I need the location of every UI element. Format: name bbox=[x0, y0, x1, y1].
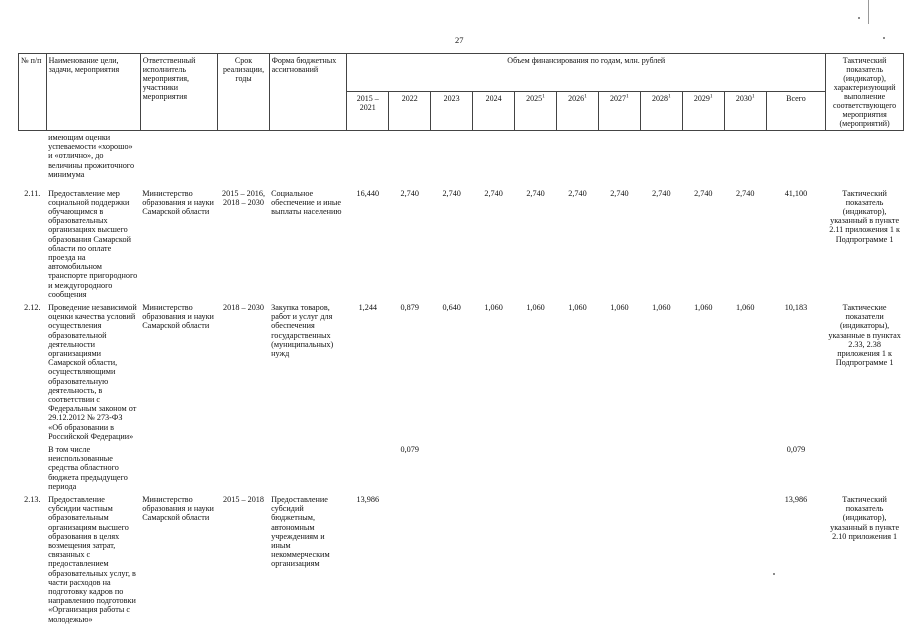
row-value: 1,060 bbox=[736, 302, 755, 312]
row-value: 0,079 bbox=[400, 444, 419, 454]
row-value bbox=[598, 131, 640, 187]
row-value bbox=[557, 443, 599, 493]
row-term: 2015 – 2016, 2018 – 2030 bbox=[222, 188, 266, 207]
scan-speck bbox=[883, 37, 885, 39]
header-year-label: 2025 bbox=[526, 93, 543, 103]
row-value bbox=[724, 131, 766, 187]
row-value: 2,740 bbox=[694, 188, 713, 198]
page-number: 27 bbox=[455, 35, 464, 45]
row-value bbox=[557, 493, 599, 633]
header-num: № п/п bbox=[19, 54, 47, 131]
header-executor: Ответственный исполнитель мероприятия, участники мероприятия bbox=[140, 54, 218, 131]
row-executor bbox=[140, 131, 218, 187]
table-row bbox=[19, 301, 904, 443]
row-value bbox=[473, 493, 515, 633]
table-row bbox=[19, 187, 904, 301]
row-number: 2.12. bbox=[24, 302, 41, 312]
row-value bbox=[389, 493, 431, 633]
row-value: 2,740 bbox=[568, 188, 587, 198]
row-value bbox=[347, 131, 389, 187]
header-year bbox=[515, 91, 557, 130]
row-value: 2,740 bbox=[610, 188, 629, 198]
header-year bbox=[557, 91, 599, 130]
row-form: Социальное обеспечение и иные выплаты населению bbox=[271, 188, 342, 216]
row-name: В том числе неиспользованные средства областного бюджета предыдущего периода bbox=[48, 444, 128, 491]
header-name: Наименование цели, задачи, мероприятия bbox=[46, 54, 140, 131]
row-value bbox=[598, 493, 640, 633]
row-value bbox=[515, 131, 557, 187]
header-indicator: Тактический показатель (индикатор), характеризующий выполнение соответствующего мероприятия (мероприятий) bbox=[826, 54, 904, 131]
row-value: 1,060 bbox=[694, 302, 713, 312]
row-indicator: Тактический показатель (индикатор), указанный в пункте 2.10 приложения 1 bbox=[830, 495, 900, 541]
header-year bbox=[766, 91, 825, 130]
table-body bbox=[19, 131, 904, 634]
header-year bbox=[724, 91, 766, 130]
financing-table bbox=[18, 53, 904, 633]
row-number: 2.11. bbox=[24, 188, 41, 198]
table-row bbox=[19, 131, 904, 187]
header-row bbox=[19, 54, 904, 92]
row-name: имеющим оценки успеваемости «хорошо» и «отлично», до величины прожиточного минимума bbox=[48, 133, 135, 179]
row-executor: Министерство образования и науки Самарской области bbox=[142, 495, 214, 523]
row-indicator bbox=[826, 443, 904, 493]
header-year-label: 2030 bbox=[735, 93, 752, 103]
header-year-label: 2015 – 2021 bbox=[356, 93, 379, 112]
row-value bbox=[515, 493, 557, 633]
row-value bbox=[640, 493, 682, 633]
row-executor: Министерство образования и науки Самарской области bbox=[142, 302, 214, 331]
row-value: 1,060 bbox=[568, 302, 587, 312]
header-term: Срок реализации, годы bbox=[218, 54, 269, 131]
row-value: 10,183 bbox=[784, 302, 808, 312]
row-value: 2,740 bbox=[526, 188, 545, 198]
row-term bbox=[218, 443, 269, 493]
header-year-label: 2028 bbox=[651, 93, 668, 103]
header-year-label: 2027 bbox=[610, 93, 627, 103]
row-value: 2,740 bbox=[736, 188, 755, 198]
row-value bbox=[598, 443, 640, 493]
row-value: 1,244 bbox=[358, 302, 377, 312]
row-value: 2,740 bbox=[400, 188, 419, 198]
header-year-label: 2029 bbox=[693, 93, 710, 103]
row-term: 2015 – 2018 bbox=[223, 495, 264, 504]
row-value bbox=[724, 493, 766, 633]
row-value: 1,060 bbox=[526, 302, 545, 312]
row-value bbox=[515, 443, 557, 493]
row-indicator bbox=[826, 131, 904, 187]
header-form: Форма бюджетных ассигнований bbox=[269, 54, 347, 131]
header-year-label: Всего bbox=[786, 93, 806, 103]
row-number: 2.13. bbox=[24, 495, 41, 504]
row-value bbox=[473, 443, 515, 493]
row-number bbox=[19, 131, 47, 187]
header-year bbox=[389, 91, 431, 130]
header-year bbox=[682, 91, 724, 130]
row-value bbox=[557, 131, 599, 187]
row-value: 13,986 bbox=[356, 495, 380, 504]
row-value bbox=[473, 131, 515, 187]
footnote-mark: 1 bbox=[751, 93, 755, 100]
row-value bbox=[431, 131, 473, 187]
row-name: Предоставление субсидии частным образовательным организациям высшего образования в целях возмещения затрат, связанных с предоставлением образовательных услуг, в части расходов на подготовку кадров по направлению подготовки «Организация работы с молодежью» bbox=[48, 495, 136, 624]
row-value bbox=[431, 493, 473, 633]
footnote-mark: 1 bbox=[542, 93, 545, 100]
header-funding: Объем финансирования по годам, млн. рублей bbox=[347, 54, 826, 92]
row-term bbox=[218, 131, 269, 187]
row-indicator: Тактические показатели (индикаторы), указанные в пунктах 2.33, 2.38 приложения 1 к Подпрограмме 1 bbox=[828, 302, 901, 368]
row-number bbox=[19, 443, 47, 493]
scan-speck bbox=[858, 17, 860, 19]
row-value bbox=[431, 443, 473, 493]
row-executor: Министерство образования и науки Самарской области bbox=[142, 188, 214, 216]
row-value: 0,640 bbox=[442, 302, 461, 312]
row-form bbox=[269, 443, 347, 493]
header-year bbox=[598, 91, 640, 130]
footnote-mark: 1 bbox=[709, 93, 713, 100]
row-name: Проведение независимой оценки качества условий осуществления образовательной деятельности организациями Самарской области, осуществляющими образовательную деятельность, в соответствии с Федеральным законом от 29.12.2012 № 273-ФЗ «Об образовании в Российской Федерации» bbox=[48, 302, 137, 441]
row-value: 0,079 bbox=[786, 444, 806, 454]
row-value bbox=[682, 443, 724, 493]
header-year-label: 2023 bbox=[443, 93, 460, 103]
header-year bbox=[640, 91, 682, 130]
row-value: 1,060 bbox=[652, 302, 671, 312]
header-year-label: 2026 bbox=[568, 93, 585, 103]
table-row bbox=[19, 443, 904, 493]
footnote-mark: 1 bbox=[626, 93, 629, 100]
row-term: 2018 – 2030 bbox=[223, 302, 264, 312]
financing-table-container bbox=[18, 53, 904, 633]
row-form: Предоставление субсидий бюджетным, автономным учреждениям и иным некоммерческим организациям bbox=[271, 495, 330, 569]
row-value bbox=[724, 443, 766, 493]
table-row bbox=[19, 493, 904, 633]
row-value: 0,879 bbox=[400, 302, 419, 312]
row-value bbox=[766, 131, 825, 187]
row-name: Предоставление мер социальной поддержки обучающимся в образовательных организациях высшего образования Самарской области по оплате проезда на автомобильном транспорте пригородного и междугородного сообщения bbox=[48, 188, 138, 299]
row-value bbox=[389, 131, 431, 187]
header-year bbox=[347, 91, 389, 130]
row-form bbox=[269, 131, 347, 187]
row-value: 2,740 bbox=[442, 188, 461, 198]
row-value: 1,060 bbox=[610, 302, 629, 312]
row-value: 2,740 bbox=[652, 188, 671, 198]
row-value: 1,060 bbox=[484, 302, 503, 312]
footnote-mark: 1 bbox=[584, 93, 587, 100]
header-year-label: 2024 bbox=[485, 93, 502, 103]
row-value: 41,100 bbox=[784, 188, 808, 198]
footnote-mark: 1 bbox=[667, 93, 671, 100]
row-form: Закупка товаров, работ и услуг для обеспечения государственных (муниципальных) нужд bbox=[271, 302, 334, 358]
row-value bbox=[347, 443, 389, 493]
row-value: 2,740 bbox=[484, 188, 503, 198]
row-executor bbox=[140, 443, 218, 493]
header-year bbox=[431, 91, 473, 130]
header-year bbox=[473, 91, 515, 130]
row-value bbox=[682, 131, 724, 187]
row-value bbox=[640, 131, 682, 187]
header-year-label: 2022 bbox=[401, 93, 418, 103]
row-value: 16,440 bbox=[356, 188, 380, 198]
scan-edge-line bbox=[868, 0, 869, 24]
row-value bbox=[640, 443, 682, 493]
row-value: 13,986 bbox=[784, 495, 808, 504]
row-indicator: Тактический показатель (индикатор), указанный в пункте 2.11 приложения 1 к Подпрограмме 1 bbox=[829, 188, 900, 244]
row-value bbox=[682, 493, 724, 633]
